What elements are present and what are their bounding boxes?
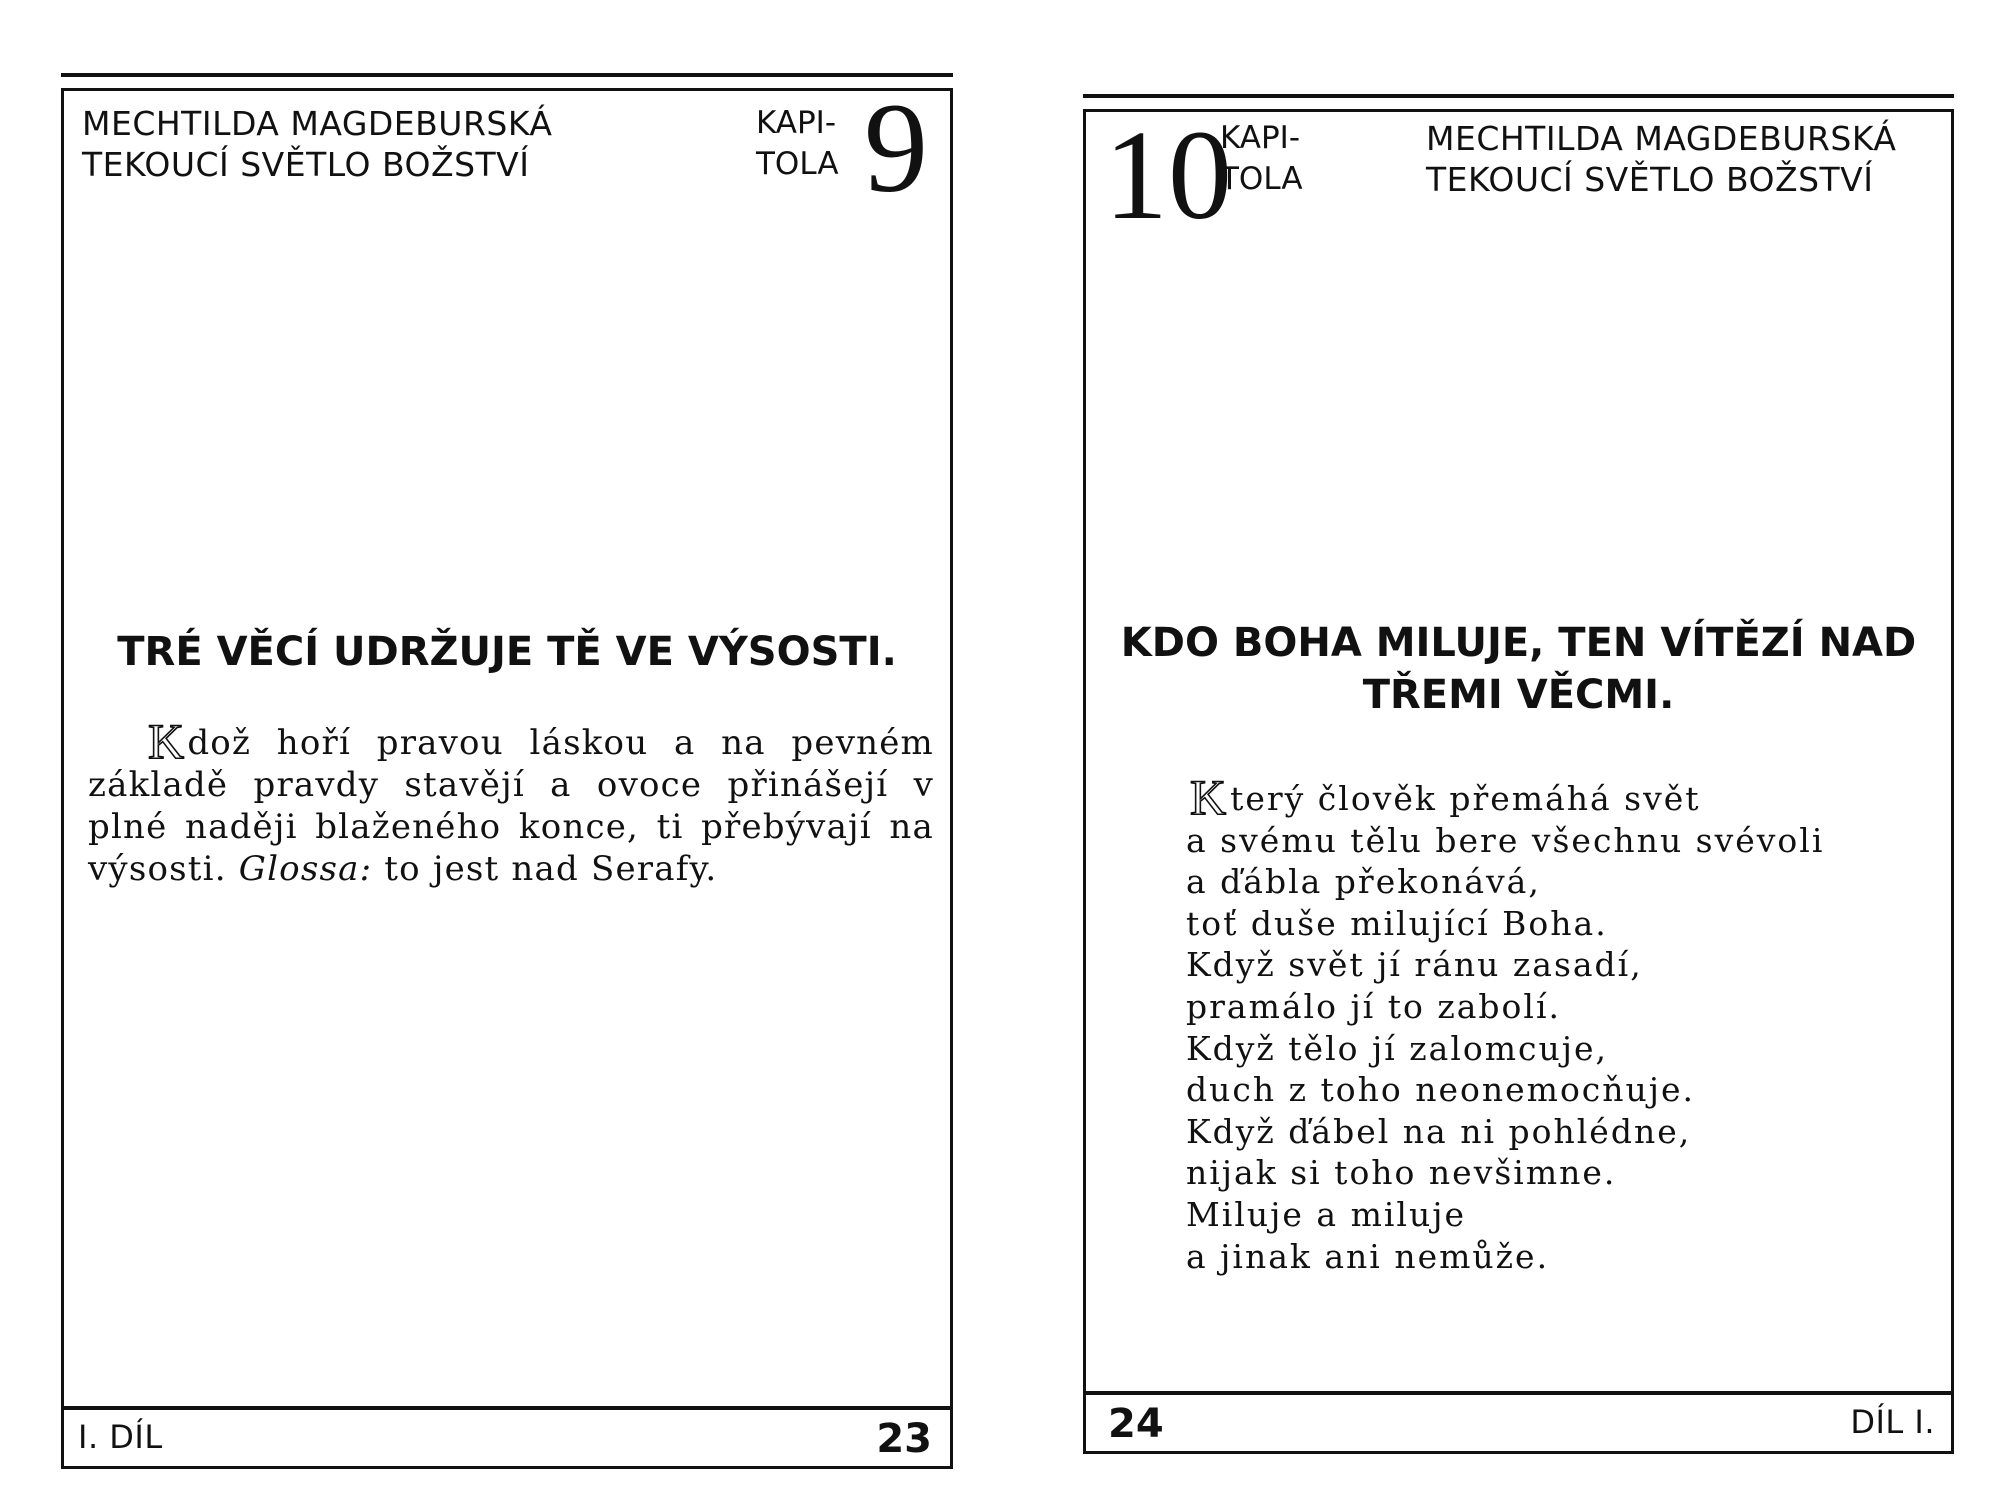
- chapter-label-line1: KAPI-: [756, 105, 837, 141]
- right-page-footer: [1086, 1391, 1951, 1451]
- chapter-title: TRÉ VĚCÍ UDRŽUJE TĚ VE VÝSOSTI.: [117, 629, 897, 675]
- poem-line: nijak si toho nevšimne.: [1186, 1153, 1617, 1193]
- chapter-label: [756, 103, 839, 185]
- poem-line: a svému tělu bere všechnu svévoli: [1186, 820, 1825, 860]
- right-page-header: [1086, 104, 1951, 252]
- part-label: DÍL I.: [1850, 1403, 1935, 1441]
- poem-line: pramálo jí to zabolí.: [1186, 986, 1561, 1026]
- author-name: MECHTILDA MAGDEBURSKÁ: [82, 104, 553, 143]
- poem-line: Když ďábel na ni pohlédne,: [1186, 1111, 1692, 1151]
- chapter-title: [1086, 617, 1951, 721]
- gloss-label: Glossa:: [238, 849, 373, 889]
- poem-line: Miluje a miluje: [1186, 1194, 1466, 1234]
- poem-first-line: [1186, 769, 1824, 825]
- chapter-paragraph: [88, 713, 934, 890]
- paragraph-text: dož hoří pravou láskou a na pevném základě pravdy stavějí a ovoce přinášejí v plné naději blaženého konce, ti přebývají na výsosti.: [88, 723, 934, 889]
- left-page-header: [64, 77, 950, 231]
- page-number: 23: [876, 1416, 932, 1462]
- decorative-initial: K: [148, 713, 186, 769]
- poem-line-text: terý člověk přemáhá svět: [1230, 779, 1701, 818]
- poem-line: Když tělo jí zalomcuje,: [1186, 1028, 1609, 1068]
- chapter-label: [1220, 118, 1303, 200]
- chapter-number: 10: [1104, 104, 1232, 246]
- running-title: [82, 103, 552, 185]
- book-title: TEKOUCÍ SVĚTLO BOŽSTVÍ: [82, 145, 530, 184]
- page-number: 24: [1108, 1401, 1164, 1447]
- poem-line: a jinak ani nemůže.: [1186, 1236, 1550, 1276]
- poem: [1186, 769, 1825, 1277]
- poem-line: toť duše milující Boha.: [1186, 903, 1608, 943]
- poem-line: a ďábla překonává,: [1186, 862, 1541, 902]
- decorative-initial: K: [1190, 769, 1229, 825]
- poem-line: Když svět jí ránu zasadí,: [1186, 945, 1643, 985]
- part-label: I. DÍL: [78, 1418, 163, 1456]
- right-page: [1083, 104, 1954, 1454]
- chapter-label-line2: TOLA: [1220, 161, 1303, 197]
- running-title: [1426, 118, 1896, 200]
- chapter-label-line2: TOLA: [756, 146, 839, 182]
- author-name: MECHTILDA MAGDEBURSKÁ: [1426, 119, 1897, 158]
- chapter-title-line2: TŘEMI VĚCMI.: [1362, 672, 1675, 718]
- chapter-label-line1: KAPI-: [1220, 120, 1301, 156]
- chapter-title-line1: KDO BOHA MILUJE, TEN VÍTĚZÍ NAD: [1120, 620, 1917, 666]
- gloss-text: to jest nad Serafy.: [384, 849, 718, 889]
- left-page: [61, 77, 953, 1469]
- book-title: TEKOUCÍ SVĚTLO BOŽSTVÍ: [1426, 160, 1874, 199]
- poem-line: duch z toho neonemocňuje.: [1186, 1070, 1696, 1110]
- chapter-number: 9: [864, 77, 928, 219]
- left-page-footer: [64, 1406, 950, 1466]
